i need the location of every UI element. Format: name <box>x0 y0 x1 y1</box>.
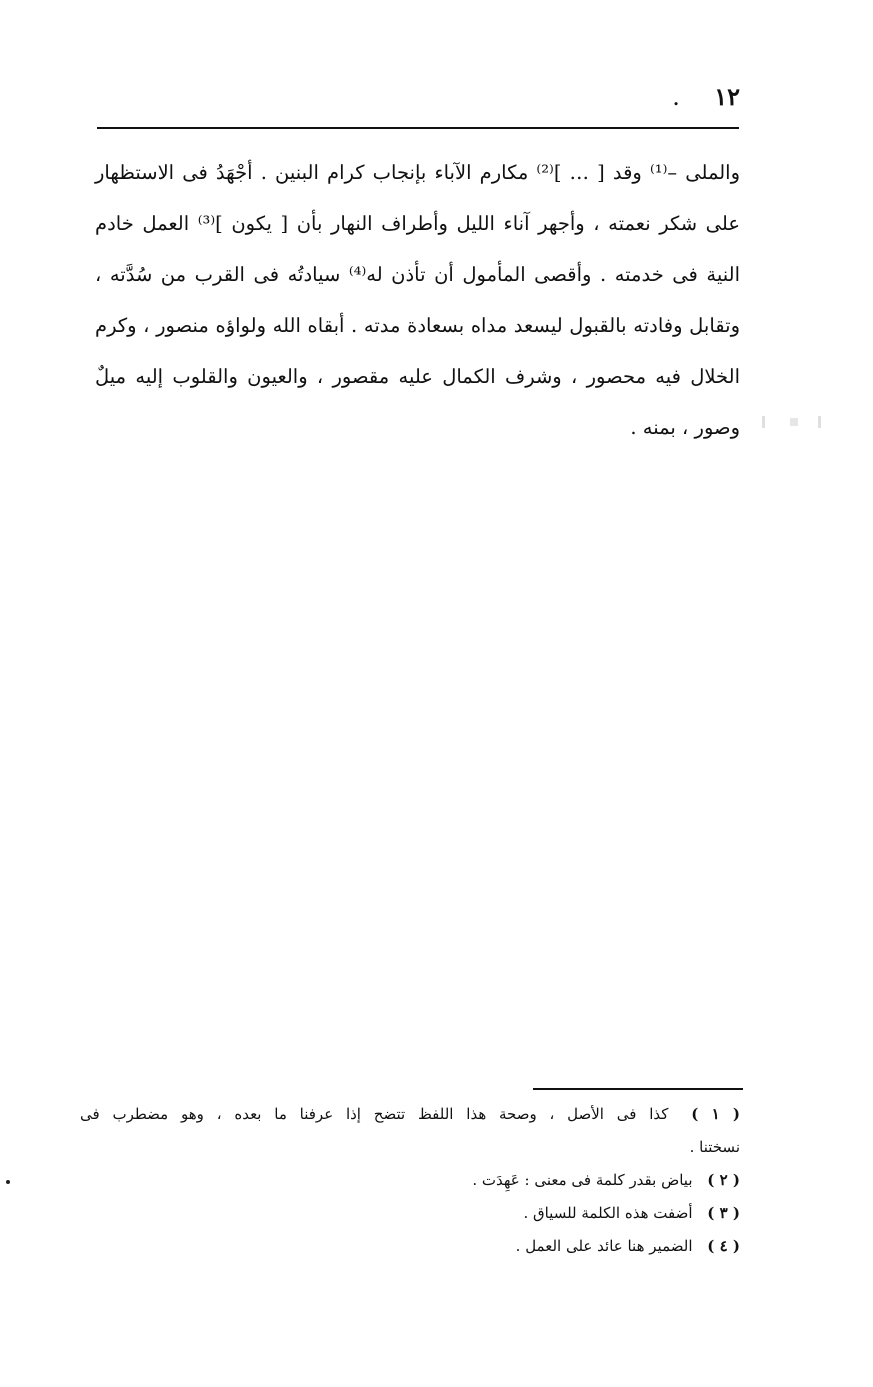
footnote-2 <box>80 1164 740 1197</box>
page-number-dot: . <box>672 83 680 111</box>
body-line: على شكر نعمته ، وأجهر آناء الليل وأطراف النهار بأن [ يكون ]⁽³⁾ العمل خادم <box>95 212 741 235</box>
footnote-4 <box>80 1230 740 1263</box>
footnotes <box>80 1098 740 1263</box>
footnote-1 <box>80 1098 740 1131</box>
body-line: الخلال فيه محصور ، وشرف الكمال عليه مقصور ، والعيون والقلوب إليه ميلٌ <box>95 365 740 388</box>
footnote-text: نسختنا . <box>689 1138 740 1156</box>
body-line: وتقابل وفادته بالقبول ليسعد مداه بسعادة مدته . أبقاه الله ولواؤه منصور ، وكرم <box>95 314 740 337</box>
footnote-text: بياض بقدر كلمة فى معنى : عَهِدَت . <box>472 1171 693 1189</box>
footnote-text: كذا فى الأصل ، وصحة هذا اللفظ تتضح إذا عرفنا ما بعده ، وهو مضطرب فى <box>80 1105 669 1123</box>
footnote-text: أضفت هذه الكلمة للسياق . <box>523 1204 693 1222</box>
footnote-marker: ( ٤ ) <box>707 1237 740 1255</box>
margin-scan-mark <box>760 412 830 432</box>
header-rule <box>97 127 739 129</box>
footnote-rule <box>533 1088 743 1090</box>
body-line: النية فى خدمته . وأقصى المأمول أن تأذن له⁽⁴⁾ سيادتُه فى القرب من سُدَّته ، <box>95 263 740 286</box>
page-number-header <box>660 82 740 111</box>
footnote-marker: ( ٣ ) <box>707 1204 740 1222</box>
footnote-marker: ( ١ ) <box>691 1105 740 1123</box>
body-text <box>95 147 740 453</box>
footnote-text: الضمير هنا عائد على العمل . <box>515 1237 693 1255</box>
body-line: والملى –⁽¹⁾ وقد [ … ]⁽²⁾ مكارم الآباء بإنجاب كرام البنين . أجْهَدُ فى الاستظهار <box>95 161 741 184</box>
footnote-marker: ( ٢ ) <box>707 1171 740 1189</box>
footnote-1-continuation <box>80 1131 740 1164</box>
footnote-3 <box>80 1197 740 1230</box>
body-line: وصور ، بمنه . <box>630 416 740 439</box>
page-number: ١٢ <box>714 82 740 111</box>
scan-speck <box>6 1180 10 1184</box>
